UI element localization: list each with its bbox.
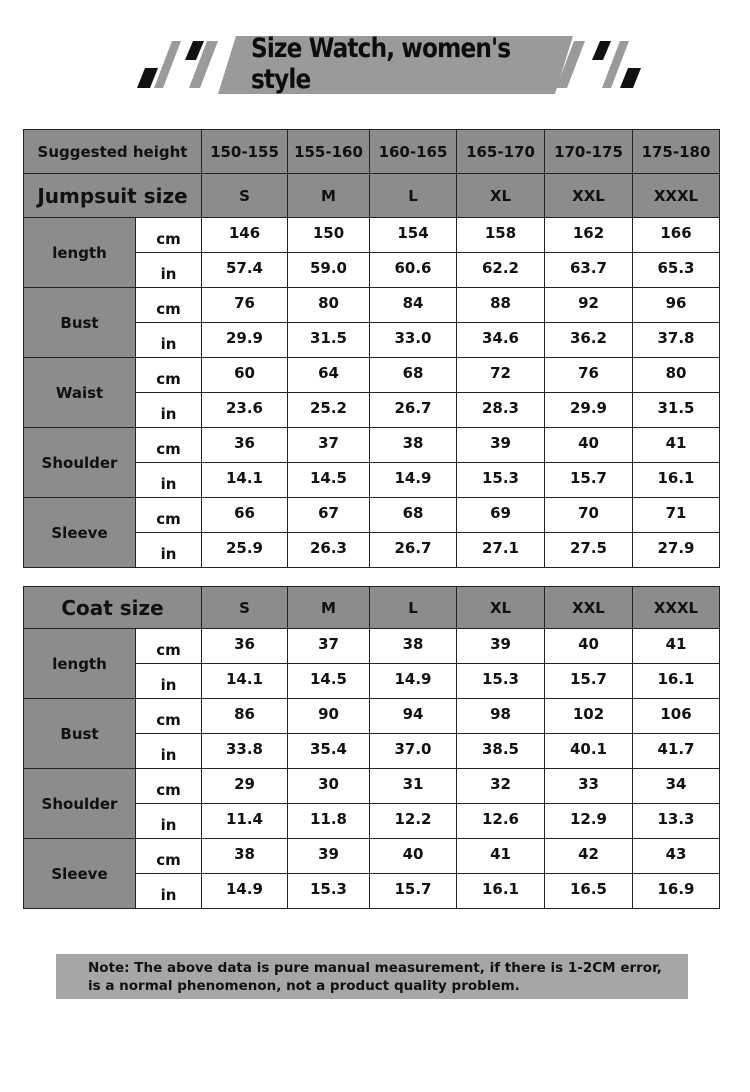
- value-cell: 36: [202, 428, 288, 463]
- value-cell: 16.9: [633, 874, 720, 909]
- unit-in: in: [136, 874, 202, 909]
- value-cell: 38: [202, 839, 288, 874]
- value-cell: 13.3: [633, 804, 720, 839]
- value-cell: 146: [202, 218, 288, 253]
- value-cell: 37: [288, 629, 370, 664]
- value-cell: 38.5: [457, 734, 545, 769]
- value-cell: 154: [370, 218, 457, 253]
- height-range-cell: 155-160: [288, 130, 370, 174]
- row-label-length: length: [24, 629, 136, 699]
- value-cell: 39: [457, 428, 545, 463]
- value-cell: 60.6: [370, 253, 457, 288]
- value-cell: 25.9: [202, 533, 288, 568]
- value-cell: 11.4: [202, 804, 288, 839]
- value-cell: 41: [633, 428, 720, 463]
- size-cell: S: [202, 587, 288, 629]
- unit-in: in: [136, 664, 202, 699]
- value-cell: 15.7: [545, 664, 633, 699]
- value-cell: 162: [545, 218, 633, 253]
- value-cell: 31: [370, 769, 457, 804]
- value-cell: 25.2: [288, 393, 370, 428]
- value-cell: 36: [202, 629, 288, 664]
- unit-cm: cm: [136, 769, 202, 804]
- size-cell: M: [288, 174, 370, 218]
- value-cell: 29.9: [545, 393, 633, 428]
- row-label-shoulder: Shoulder: [24, 428, 136, 498]
- value-cell: 102: [545, 699, 633, 734]
- value-cell: 14.9: [370, 463, 457, 498]
- unit-cm: cm: [136, 498, 202, 533]
- value-cell: 33.8: [202, 734, 288, 769]
- value-cell: 98: [457, 699, 545, 734]
- height-range-cell: 150-155: [202, 130, 288, 174]
- stripe-right-4: [620, 68, 641, 88]
- unit-cm: cm: [136, 839, 202, 874]
- note-line-2: is a normal phenomenon, not a product quality problem.: [88, 978, 520, 994]
- size-cell: M: [288, 587, 370, 629]
- size-cell: XL: [457, 587, 545, 629]
- table-row: [24, 428, 720, 463]
- value-cell: 15.3: [457, 463, 545, 498]
- value-cell: 40.1: [545, 734, 633, 769]
- table-row: [24, 498, 720, 533]
- value-cell: 70: [545, 498, 633, 533]
- value-cell: 39: [288, 839, 370, 874]
- value-cell: 26.7: [370, 393, 457, 428]
- value-cell: 92: [545, 288, 633, 323]
- value-cell: 30: [288, 769, 370, 804]
- stripe-left-1: [137, 68, 158, 88]
- value-cell: 34: [633, 769, 720, 804]
- value-cell: 31.5: [288, 323, 370, 358]
- value-cell: 12.6: [457, 804, 545, 839]
- value-cell: 90: [288, 699, 370, 734]
- size-cell: XL: [457, 174, 545, 218]
- value-cell: 40: [545, 428, 633, 463]
- unit-in: in: [136, 323, 202, 358]
- value-cell: 166: [633, 218, 720, 253]
- value-cell: 38: [370, 629, 457, 664]
- value-cell: 94: [370, 699, 457, 734]
- row-label-bust: Bust: [24, 288, 136, 358]
- value-cell: 80: [633, 358, 720, 393]
- unit-in: in: [136, 393, 202, 428]
- value-cell: 80: [288, 288, 370, 323]
- value-cell: 15.7: [545, 463, 633, 498]
- height-range-cell: 160-165: [370, 130, 457, 174]
- value-cell: 14.9: [370, 664, 457, 699]
- value-cell: 84: [370, 288, 457, 323]
- value-cell: 41: [457, 839, 545, 874]
- value-cell: 33: [545, 769, 633, 804]
- value-cell: 57.4: [202, 253, 288, 288]
- row-label-shoulder: Shoulder: [24, 769, 136, 839]
- size-cell: XXXL: [633, 174, 720, 218]
- value-cell: 65.3: [633, 253, 720, 288]
- value-cell: 158: [457, 218, 545, 253]
- value-cell: 150: [288, 218, 370, 253]
- coat-size-table: [23, 586, 720, 909]
- unit-in: in: [136, 463, 202, 498]
- value-cell: 68: [370, 358, 457, 393]
- value-cell: 41: [633, 629, 720, 664]
- value-cell: 12.2: [370, 804, 457, 839]
- size-cell: S: [202, 174, 288, 218]
- value-cell: 37.8: [633, 323, 720, 358]
- height-range-cell: 165-170: [457, 130, 545, 174]
- value-cell: 59.0: [288, 253, 370, 288]
- value-cell: 11.8: [288, 804, 370, 839]
- value-cell: 42: [545, 839, 633, 874]
- value-cell: 43: [633, 839, 720, 874]
- value-cell: 106: [633, 699, 720, 734]
- value-cell: 96: [633, 288, 720, 323]
- page-title: Size Watch, women's style: [250, 33, 511, 95]
- row-label-length: length: [24, 218, 136, 288]
- value-cell: 37: [288, 428, 370, 463]
- unit-cm: cm: [136, 358, 202, 393]
- unit-in: in: [136, 533, 202, 568]
- unit-cm: cm: [136, 288, 202, 323]
- size-cell: XXXL: [633, 587, 720, 629]
- jumpsuit-size-table: [23, 129, 720, 568]
- value-cell: 15.3: [288, 874, 370, 909]
- value-cell: 62.2: [457, 253, 545, 288]
- unit-cm: cm: [136, 218, 202, 253]
- value-cell: 33.0: [370, 323, 457, 358]
- value-cell: 60: [202, 358, 288, 393]
- table-row: [24, 769, 720, 804]
- value-cell: 32: [457, 769, 545, 804]
- value-cell: 14.1: [202, 664, 288, 699]
- value-cell: 16.1: [633, 664, 720, 699]
- value-cell: 69: [457, 498, 545, 533]
- value-cell: 14.9: [202, 874, 288, 909]
- value-cell: 16.1: [633, 463, 720, 498]
- size-header-row: [24, 174, 720, 218]
- size-cell: XXL: [545, 587, 633, 629]
- unit-in: in: [136, 253, 202, 288]
- value-cell: 86: [202, 699, 288, 734]
- value-cell: 72: [457, 358, 545, 393]
- size-cell: XXL: [545, 174, 633, 218]
- unit-cm: cm: [136, 629, 202, 664]
- value-cell: 14.5: [288, 664, 370, 699]
- unit-cm: cm: [136, 699, 202, 734]
- value-cell: 38: [370, 428, 457, 463]
- stripe-right-2: [592, 41, 611, 60]
- unit-in: in: [136, 804, 202, 839]
- jumpsuit-size-label: Jumpsuit size: [24, 174, 202, 218]
- value-cell: 34.6: [457, 323, 545, 358]
- value-cell: 36.2: [545, 323, 633, 358]
- size-header-row: [24, 587, 720, 629]
- height-range-cell: 175-180: [633, 130, 720, 174]
- value-cell: 35.4: [288, 734, 370, 769]
- row-label-waist: Waist: [24, 358, 136, 428]
- value-cell: 68: [370, 498, 457, 533]
- value-cell: 76: [545, 358, 633, 393]
- row-label-sleeve: Sleeve: [24, 839, 136, 909]
- value-cell: 71: [633, 498, 720, 533]
- value-cell: 26.7: [370, 533, 457, 568]
- height-range-cell: 170-175: [545, 130, 633, 174]
- value-cell: 27.5: [545, 533, 633, 568]
- stripe-left-2: [154, 41, 181, 88]
- value-cell: 88: [457, 288, 545, 323]
- table-row: [24, 358, 720, 393]
- value-cell: 16.5: [545, 874, 633, 909]
- value-cell: 67: [288, 498, 370, 533]
- value-cell: 39: [457, 629, 545, 664]
- size-cell: L: [370, 174, 457, 218]
- table-row: [24, 629, 720, 664]
- table-row: [24, 699, 720, 734]
- table-row: [24, 288, 720, 323]
- value-cell: 12.9: [545, 804, 633, 839]
- title-banner: [0, 0, 750, 110]
- value-cell: 66: [202, 498, 288, 533]
- value-cell: 76: [202, 288, 288, 323]
- value-cell: 26.3: [288, 533, 370, 568]
- row-label-bust: Bust: [24, 699, 136, 769]
- value-cell: 40: [545, 629, 633, 664]
- unit-in: in: [136, 734, 202, 769]
- value-cell: 29.9: [202, 323, 288, 358]
- value-cell: 16.1: [457, 874, 545, 909]
- value-cell: 14.5: [288, 463, 370, 498]
- measurement-note: [56, 954, 688, 999]
- value-cell: 27.1: [457, 533, 545, 568]
- row-label-sleeve: Sleeve: [24, 498, 136, 568]
- table-row: [24, 839, 720, 874]
- value-cell: 23.6: [202, 393, 288, 428]
- value-cell: 29: [202, 769, 288, 804]
- value-cell: 14.1: [202, 463, 288, 498]
- size-cell: L: [370, 587, 457, 629]
- value-cell: 40: [370, 839, 457, 874]
- value-cell: 41.7: [633, 734, 720, 769]
- note-line-1: Note: The above data is pure manual measurement, if there is 1-2CM error,: [88, 960, 662, 976]
- value-cell: 28.3: [457, 393, 545, 428]
- unit-cm: cm: [136, 428, 202, 463]
- value-cell: 27.9: [633, 533, 720, 568]
- value-cell: 15.7: [370, 874, 457, 909]
- coat-size-label: Coat size: [24, 587, 202, 629]
- height-header-row: [24, 130, 720, 174]
- suggested-height-label: Suggested height: [24, 130, 202, 174]
- value-cell: 63.7: [545, 253, 633, 288]
- value-cell: 64: [288, 358, 370, 393]
- value-cell: 37.0: [370, 734, 457, 769]
- value-cell: 31.5: [633, 393, 720, 428]
- table-row: [24, 218, 720, 253]
- value-cell: 15.3: [457, 664, 545, 699]
